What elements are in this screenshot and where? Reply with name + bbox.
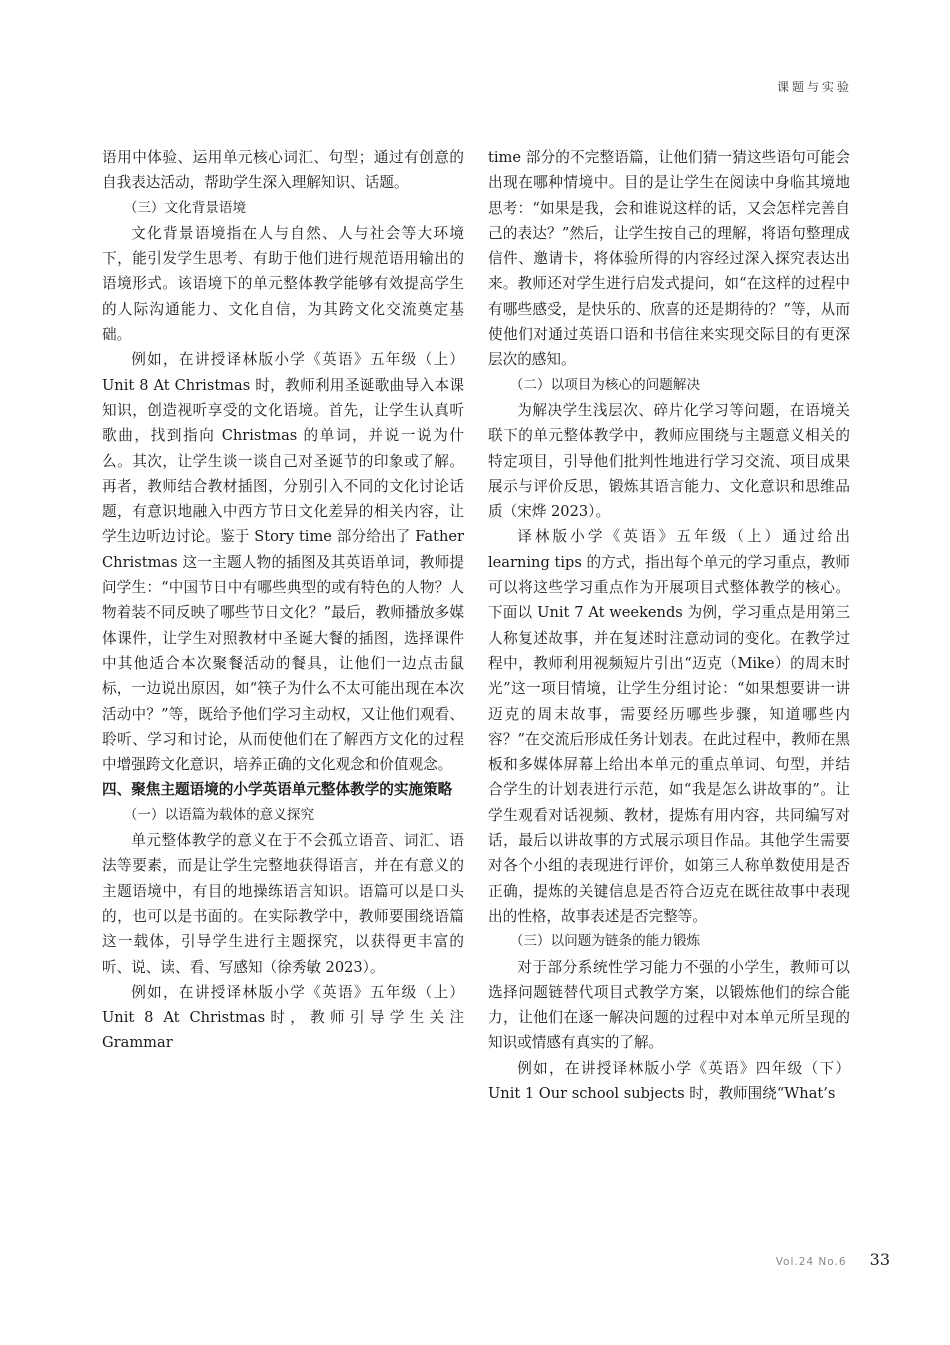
page-number: 33: [869, 1250, 890, 1269]
subsection-heading: （二）以项目为核心的问题解决: [509, 376, 701, 393]
paragraph: 译林版小学《英语》五年级（上）通过给出 learning tips 的方式，指出每个单元的学习重点，教师可以将这些学习重点作为开展项目式整体教学的核心。下面以 Unit 7 At weekends 为例，学习重点是用第三人称复述故事，并在复述时注意动词的变化。在教学过程中，教师利用视频短片引出“迈克（Mike）的周末时光”这一项目情境，让学生分组讨论：“如果想要讲一讲迈克的周末故事，需要经历哪些步骤，知道哪些内容？”在交流后形成任务计划表。在此过程中，教师在黑板和多媒体屏幕上给出本单元的重点单词、句型，并结合学生的计划表进行示范，如“我是怎么讲故事的”。让学生观看对话视频、教材，提炼有用内容，共同编写对话，最后以讲故事的方式展示项目作品。其他学生需要对各个小组的表现进行评价，如第三人称单数使用是否正确，提炼的关键信息是否符合迈克在既往故事中表现出的性格，故事表述是否完整等。: [488, 528, 850, 925]
paragraph: 例如，在讲授译林版小学《英语》五年级（上）Unit 8 At Christmas 时，教师利用圣诞歌曲导入本课知识，创造视听享受的文化语境。首先，让学生认真听歌曲，找到指向 Christmas 的单词，并说一说为什么。其次，让学生谈一谈自己对圣诞节的印象或了解。再者，教师结合教材插图，分别引入不同的文化讨论话题，有意识地融入中西方节日文化差异的相关内容，让学生边听边讨论。鉴于 Story time 部分给出了 Father Christmas 这一主题人物的插图及其英语单词，教师提问学生：“中国节日中有哪些典型的或有特色的人物？人物着装不同反映了哪些节日文化？”最后，教师播放多媒体课件，让学生对照教材中圣诞大餐的插图，选择课件中其他适合本次聚餐活动的餐具，让他们一边点击鼠标，一边说出原因，如“筷子为什么不太可能出现在本次活动中？”等，既给予他们学习主动权，又让他们观看、聆听、学习和讨论，从而使他们在了解西方文化的过程中增强跨文化意识，培养正确的文化观念和价值观念。: [102, 351, 464, 774]
paragraph: 例如，在讲授译林版小学《英语》四年级（下）Unit 1 Our school subjects 时，教师围绕“What’s: [488, 1059, 850, 1102]
paragraph: 文化背景语境指在人与自然、人与社会等大环境下，能引发学生思考、有助于他们进行规范语用输出的语境形式。该语境下的单元整体教学能够有效提高学生的人际沟通能力、文化自信，为其跨文化交流奠定基础。: [102, 224, 464, 344]
subsection-heading: （三）以问题为链条的能力锻炼: [509, 933, 701, 950]
paragraph: 语用中体验、运用单元核心词汇、句型；通过有创意的自我表达活动，帮助学生深入理解知识、话题。: [102, 149, 464, 192]
left-column: [102, 145, 464, 1056]
paragraph: 为解决学生浅层次、碎片化学习等问题，在语境关联下的单元整体教学中，教师应围绕与主题意义相关的特定项目，引导他们批判性地进行学习交流、项目成果展示与评价反思，锻炼其语言能力、文化意识和思维品质（宋烨 2023）。: [488, 401, 850, 521]
page-footer: [776, 1250, 890, 1269]
paragraph: time 部分的不完整语篇，让他们猜一猜这些语句可能会出现在哪种情境中。目的是让学生在阅读中身临其境地思考：“如果是我，会和谁说这样的话，又会怎样完善自己的表达？”然后，让学生按自己的理解，将语句整理成信件、邀请卡，将体验所得的内容经过深入探究表达出来。教师还对学生进行启发式提问，如“在这样的过程中有哪些感受，是快乐的、欣喜的还是期待的？”等，从而使他们对通过英语口语和书信往来实现交际目的有更深层次的感知。: [488, 149, 850, 369]
paragraph: 例如，在讲授译林版小学《英语》五年级（上）Unit 8 At Christmas时，教师引导学生关注Grammar: [102, 983, 464, 1052]
paragraph: 对于部分系统性学习能力不强的小学生，教师可以选择问题链替代项目式教学方案，以锻炼他们的综合能力，让他们在逐一解决问题的过程中对本单元所呈现的知识或情感有真实的了解。: [488, 958, 850, 1052]
section-heading: 四、聚焦主题语境的小学英语单元整体教学的实施策略: [102, 781, 453, 799]
section-label: 课题与实验: [776, 80, 852, 94]
right-column: [488, 145, 850, 1106]
volume-issue: Vol.24 No.6: [775, 1256, 847, 1268]
paragraph: 单元整体教学的意义在于不会孤立语音、词汇、语法等要素，而是让学生完整地获得语言，并在有意义的主题语境中，有目的地操练语言知识。语篇可以是口头的，也可以是书面的。在实际教学中，教师要围绕语篇这一载体，引导学生进行主题探究，以获得更丰富的听、说、读、看、写感知（徐秀敏 2023）。: [102, 832, 464, 976]
subsection-heading: （三）文化背景语境: [123, 199, 247, 216]
subsection-heading: （一）以语篇为载体的意义探究: [123, 806, 315, 823]
